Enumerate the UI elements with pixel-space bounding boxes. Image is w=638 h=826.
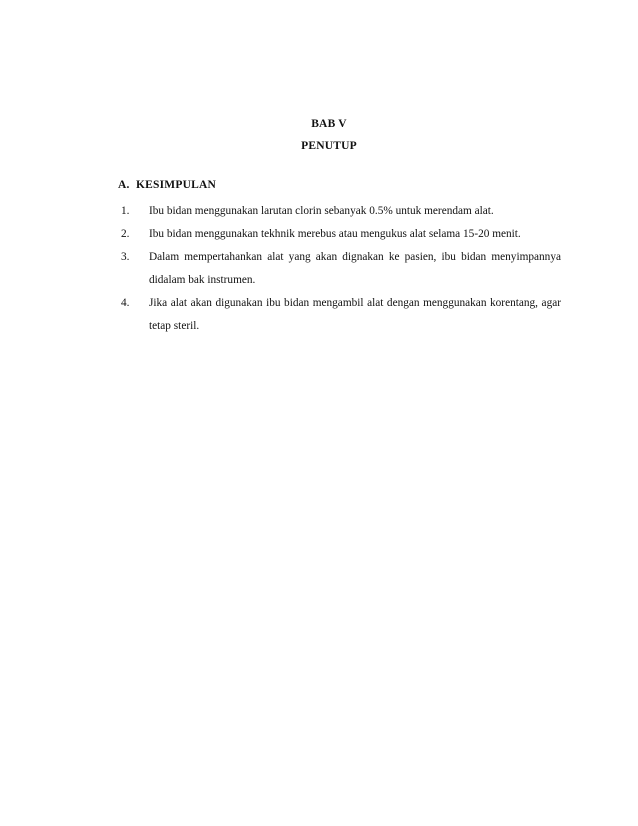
list-item-text: Jika alat akan digunakan ibu bidan mengambil alat dengan menggunakan korentang, agar tetap steril. — [149, 297, 561, 332]
list-item-text: Dalam mempertahankan alat yang akan dignakan ke pasien, ibu bidan menyimpannya didalam bak instrumen. — [149, 251, 561, 286]
list-item — [121, 200, 561, 223]
section-letter: A. — [118, 179, 130, 191]
list-item-text: Ibu bidan menggunakan tekhnik merebus atau mengukus alat selama 15-20 menit. — [149, 228, 521, 240]
list-item-number: 2. — [121, 228, 130, 240]
list-item-number: 1. — [121, 205, 130, 217]
list-item-text: Ibu bidan menggunakan larutan clorin sebanyak 0.5% untuk merendam alat. — [149, 205, 494, 217]
list-item — [121, 292, 561, 338]
section-title: KESIMPULAN — [136, 179, 216, 191]
list-item — [121, 246, 561, 292]
list-item-number: 3. — [121, 251, 130, 263]
list-item — [121, 223, 561, 246]
list-item-number: 4. — [121, 297, 130, 309]
section-heading — [118, 179, 216, 191]
chapter-title: PENUTUP — [301, 140, 357, 152]
chapter-label: BAB V — [311, 118, 347, 130]
conclusion-list — [121, 200, 561, 338]
